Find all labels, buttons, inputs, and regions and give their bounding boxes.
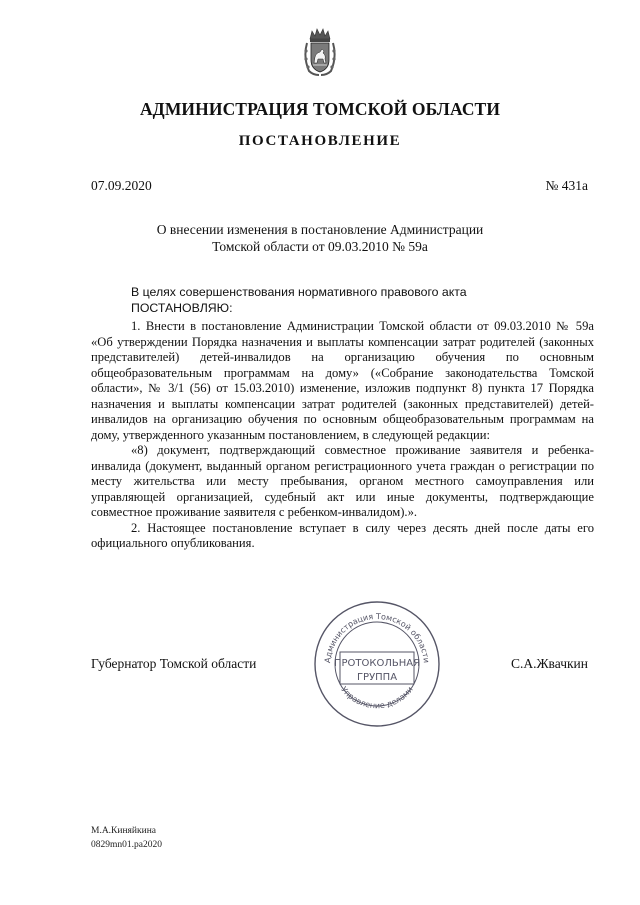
round-stamp-icon xyxy=(310,596,444,728)
preamble xyxy=(91,285,594,316)
signatory-title: Губернатор Томской области xyxy=(91,656,257,671)
document-subject xyxy=(0,221,640,255)
stamp-ring-text: Администрация Томской области xyxy=(323,611,431,664)
paragraph-quoted-subitem: «8) документ, подтверждающий совместное проживание заявителя и ребенка-инвалида (документ, выданный органом регистрационного учета граждан о регистрации по месту жительства или месту пребывания, органом местного самоуправления или управляющей организацией, судебный акт или иные документы, подтверждающие совместное проживание заявителя с ребенком-инвалидом).». xyxy=(91,443,594,519)
subject-line-1: О внесении изменения в постановление Администрации xyxy=(156,222,484,237)
file-code: 0829mn01.pa2020 xyxy=(91,840,162,850)
paragraph-2: 2. Настоящее постановление вступает в силу через десять дней после даты его официального опубликования. xyxy=(91,520,594,550)
paragraph-1: 1. Внести в постановление Администрации Томской области от 09.03.2010 № 59а «Об утверждении Порядка назначения и выплаты компенсации затрат родителей (законных представителей) детей-инвалидов на организацию обучения по основным общеобразовательным программам на дому» («Собрание законодательства Томской области», № 3/1 (56) от 15.03.2010) изменение, изложив подпункт 8) пункта 17 Порядка назначения и выплаты компенсации затрат родителей (законных представителей) детей-инвалидов на организацию обучения по основным общеобразовательным программам на дому, утвержденного указанным постановлением, в следующей редакции: xyxy=(91,319,594,442)
stamp-ring-text-bottom: Управление делами xyxy=(339,684,415,711)
subject-line-2: Томской области от 09.03.2010 № 59а xyxy=(212,239,428,254)
document-date: 07.09.2020 xyxy=(91,178,152,193)
signatory-name: С.А.Жвачкин xyxy=(510,656,588,671)
stamp-center-line-2: ГРУППА xyxy=(356,672,398,683)
preamble-decree: ПОСТАНОВЛЯЮ: xyxy=(131,300,233,315)
stamp-center-line-1: ПРОТОКОЛЬНАЯ xyxy=(333,658,421,669)
preamble-line-1: В целях совершенствования нормативного правового акта xyxy=(131,285,467,299)
executor-name: М.А.Киняйкина xyxy=(91,826,157,836)
org-title: АДМИНИСТРАЦИЯ ТОМСКОЙ ОБЛАСТИ xyxy=(139,99,501,119)
document-number: № 431а xyxy=(545,178,588,193)
tomsk-coat-of-arms-icon xyxy=(303,27,337,77)
document-body xyxy=(91,319,594,552)
doc-kind-title: ПОСТАНОВЛЕНИЕ xyxy=(238,133,402,149)
